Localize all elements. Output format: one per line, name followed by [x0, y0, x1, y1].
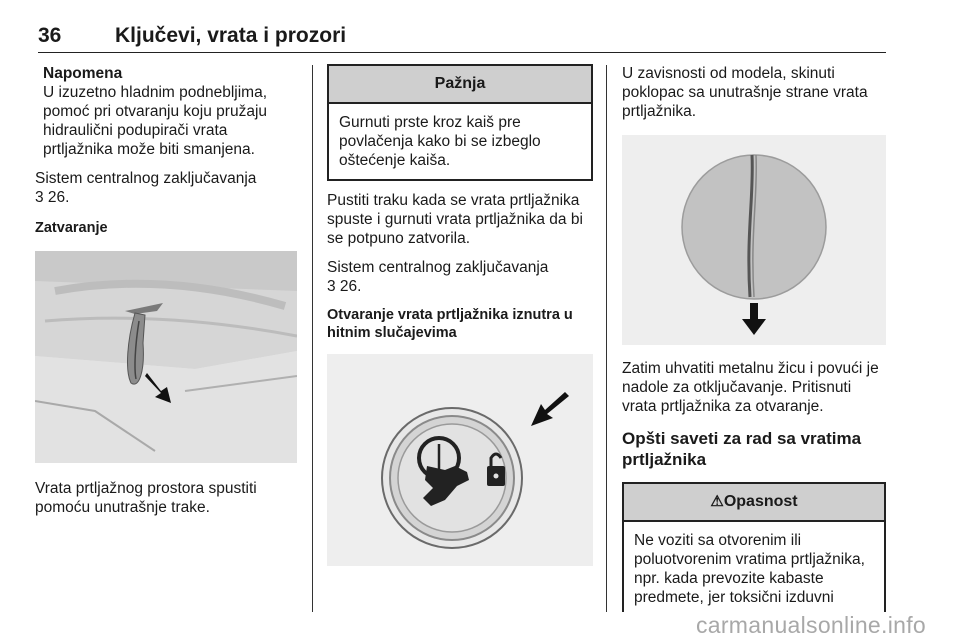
cable-release-illustration	[622, 135, 886, 345]
note-line: pomoć pri otvaranju koju pružaju	[43, 103, 268, 120]
ref-page-link[interactable]: 3 26.	[327, 278, 362, 295]
danger-title: Opasnost	[723, 493, 798, 510]
ref-page-link[interactable]: 3 26.	[35, 189, 70, 206]
figure-emergency-release	[327, 354, 593, 566]
note-title: Napomena	[43, 65, 123, 82]
para-line: se potpuno zatvorila.	[327, 230, 471, 247]
heading-emergency: hitnim slučajevima	[327, 325, 457, 341]
emergency-release-illustration	[327, 354, 593, 566]
ref-line: Sistem centralnog zaključavanja	[327, 259, 549, 276]
danger-body	[624, 522, 884, 612]
column-2	[327, 64, 593, 566]
danger-line: npr. kada prevozite kabaste	[634, 570, 824, 587]
note-block	[35, 64, 297, 159]
column-divider-2	[606, 65, 607, 612]
heading-emergency: Otvaranje vrata prtljažnika iznutra u	[327, 307, 573, 323]
column-1	[35, 64, 297, 517]
page-number: 36	[38, 24, 62, 47]
warning-icon: ⚠	[710, 493, 724, 510]
after-line: nadole za otključavanje. Pritisnuti	[622, 379, 852, 396]
intro-line: poklopac sa unutrašnje strane vrata	[622, 84, 868, 101]
after-line: vrata prtljažnika za otvaranje.	[622, 398, 824, 415]
para-line: spuste i gurnuti vrata prtljažnika da bi	[327, 211, 583, 228]
after-line: Zatim uhvatiti metalnu žicu i povući je	[622, 360, 879, 377]
caution-body	[329, 104, 591, 179]
danger-line: poluotvorenim vratima prtljažnika,	[634, 551, 865, 568]
caution-title: Pažnja	[329, 66, 591, 104]
figure-trunk-strap	[35, 251, 297, 463]
caution-box	[327, 64, 593, 181]
danger-line: Ne voziti sa otvorenim ili	[634, 532, 802, 549]
note-line: prtljažnika može biti smanjena.	[43, 141, 255, 158]
heading-closing: Zatvaranje	[35, 220, 108, 236]
note-line: U izuzetno hladnim podnebljima,	[43, 84, 268, 101]
column-divider-1	[312, 65, 313, 612]
figure-caption: Vrata prtljažnog prostora spustiti	[35, 480, 257, 497]
figure-caption: pomoću unutrašnje trake.	[35, 499, 210, 516]
arrow-icon	[531, 392, 569, 426]
watermark: carmanualsonline.info	[695, 612, 926, 638]
page-header	[38, 24, 886, 53]
caution-line: oštećenje kaiša.	[339, 152, 451, 169]
heading-general: Opšti saveti za rad sa vratima	[622, 429, 862, 448]
heading-general: prtljažnika	[622, 450, 707, 469]
danger-box	[622, 482, 886, 612]
danger-line: predmete, jer toksični izduvni	[634, 589, 834, 606]
intro-line: U zavisnosti od modela, skinuti	[622, 65, 835, 82]
chapter-title: Ključevi, vrata i prozori	[115, 24, 347, 47]
caution-line: Gurnuti prste kroz kaiš pre	[339, 114, 521, 131]
note-line: hidraulični podupirači vrata	[43, 122, 228, 139]
arrow-down-icon	[742, 319, 766, 335]
ref-line: Sistem centralnog zaključavanja	[35, 170, 257, 187]
intro-line: prtljažnika.	[622, 103, 697, 120]
trunk-strap-illustration	[35, 251, 297, 463]
caution-line: povlačenja kako bi se izbeglo	[339, 133, 541, 150]
column-3	[622, 64, 886, 612]
para-line: Pustiti traku kada se vrata prtljažnika	[327, 192, 580, 209]
figure-cable-release	[622, 135, 886, 345]
danger-header	[624, 484, 884, 522]
